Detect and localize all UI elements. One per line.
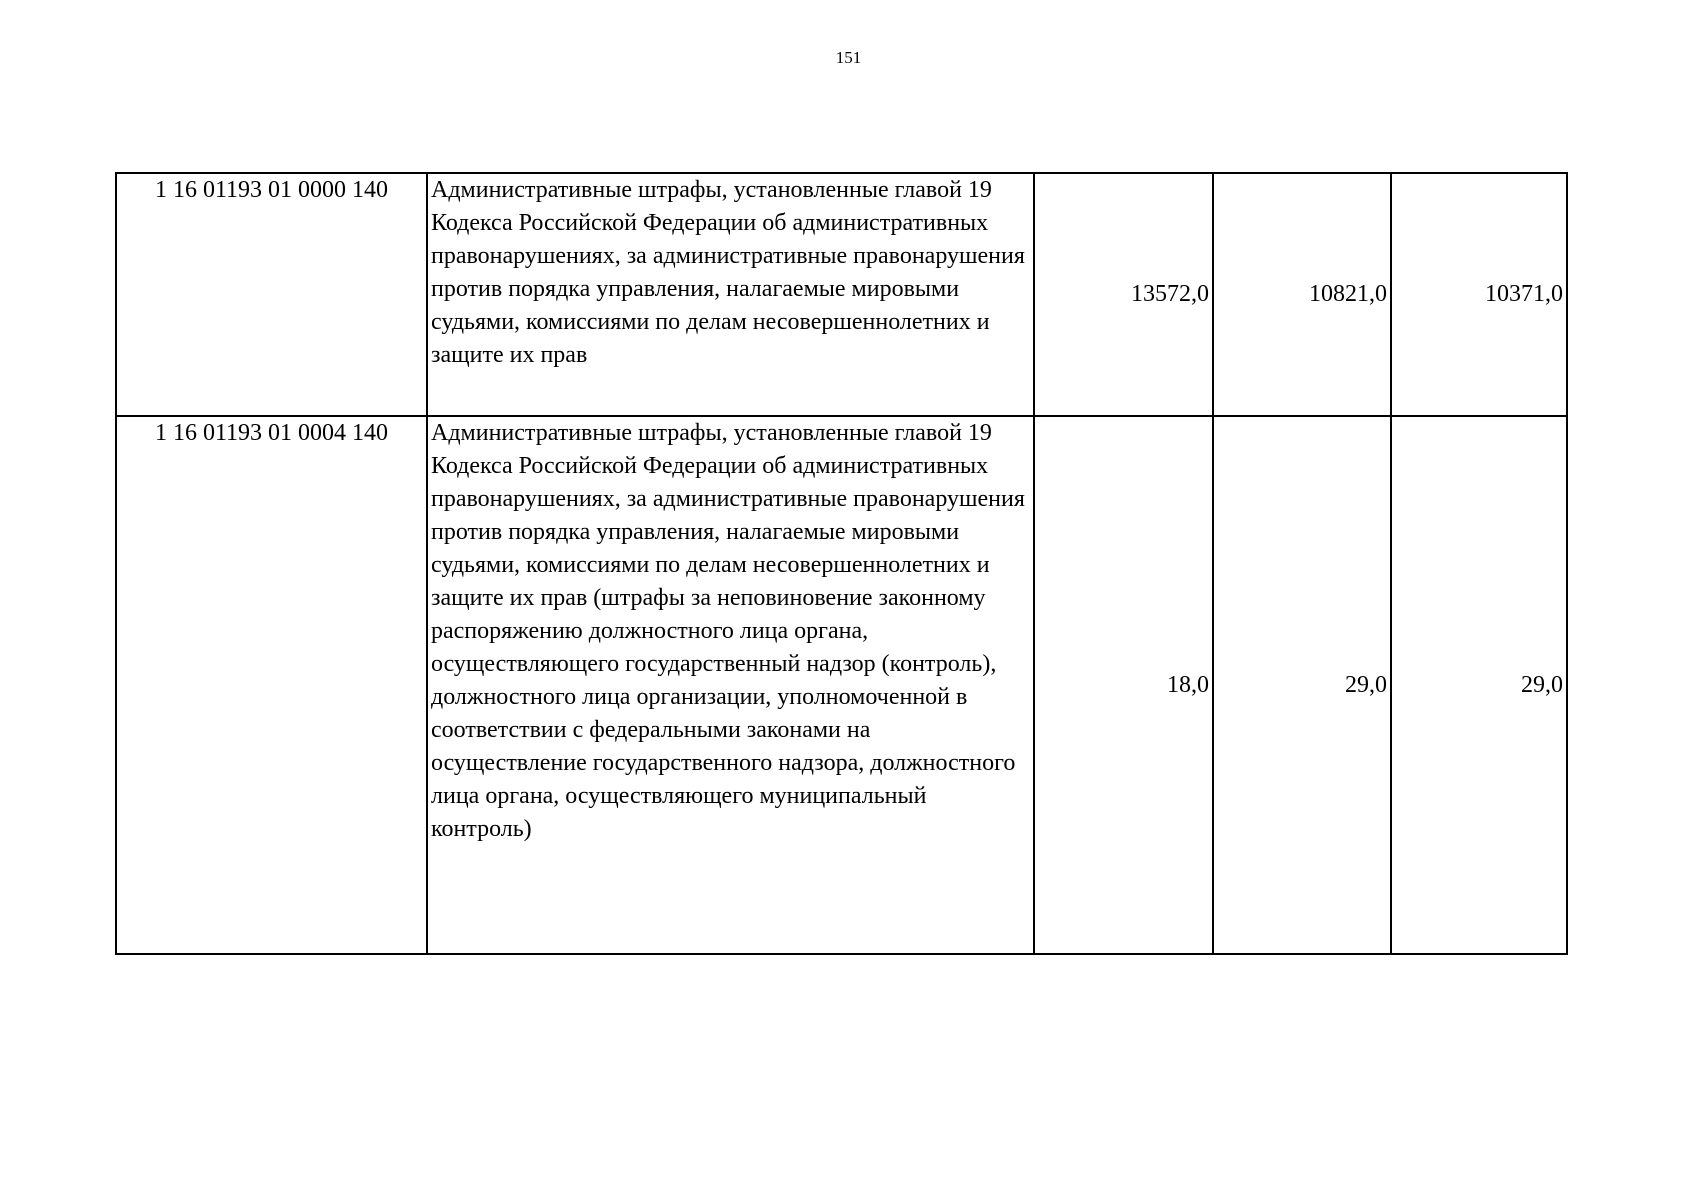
value-cell-year-3: 29,0 xyxy=(1391,416,1567,954)
table-row xyxy=(116,173,1567,416)
budget-code-cell: 1 16 01193 01 0004 140 xyxy=(116,416,427,954)
value-cell-year-3: 10371,0 xyxy=(1391,173,1567,416)
value-cell-year-2: 10821,0 xyxy=(1213,173,1391,416)
budget-code-cell: 1 16 01193 01 0000 140 xyxy=(116,173,427,416)
budget-table xyxy=(115,172,1568,955)
value-cell-year-1: 13572,0 xyxy=(1034,173,1213,416)
description-cell: Административные штрафы, установленные главой 19 Кодекса Российской Федерации об административных правонарушениях, за административные правонарушения против порядка управления, налагаемые мировыми судьями, комиссиями по делам несовершеннолетних и защите их прав (штрафы за неповиновение законному распоряжению должностного лица органа, осуществляющего государственный надзор (контроль), должностного лица организации, уполномоченной в соответствии с федеральными законами на осуществление государственного надзора, должностного лица органа, осуществляющего муниципальный контроль) xyxy=(427,416,1034,954)
table-row xyxy=(116,416,1567,954)
page-number: 151 xyxy=(835,48,862,67)
description-cell: Административные штрафы, установленные главой 19 Кодекса Российской Федерации об административных правонарушениях, за административные правонарушения против порядка управления, налагаемые мировыми судьями, комиссиями по делам несовершеннолетних и защите их прав xyxy=(427,173,1034,416)
value-cell-year-1: 18,0 xyxy=(1034,416,1213,954)
value-cell-year-2: 29,0 xyxy=(1213,416,1391,954)
